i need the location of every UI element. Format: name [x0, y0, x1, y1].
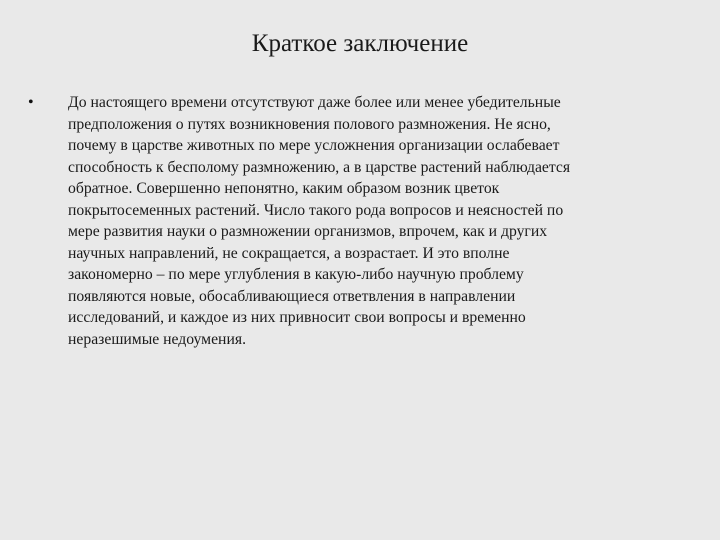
bullet-list	[28, 92, 668, 350]
bullet-point-icon: •	[28, 94, 34, 111]
slide-title: Краткое заключение	[251, 30, 469, 57]
bullet-item	[28, 92, 668, 350]
bullet-text: До настоящего времени отсутствуют даже более или менее убедительные предположения о путях возникновения полового размножения. Не ясно, почему в царстве животных по мере усложнения организации ослабевает способность к бесполому размножению, а в царстве растений наблюдается обратное. Совершенно непонятно, каким образом возник цветок покрытосеменных растений. Число такого рода вопросов и неясностей по мере развития науки о размножении организмов, впрочем, как и других научных направлений, не сокращается, а возрастает. И это вполне закономерно – по мере углубления в какую-либо научную проблему появляются новые, обосабливающиеся ответвления в направлении исследований, и каждое из них привносит свои вопросы и временно неразешимые недоумения.	[68, 94, 571, 348]
